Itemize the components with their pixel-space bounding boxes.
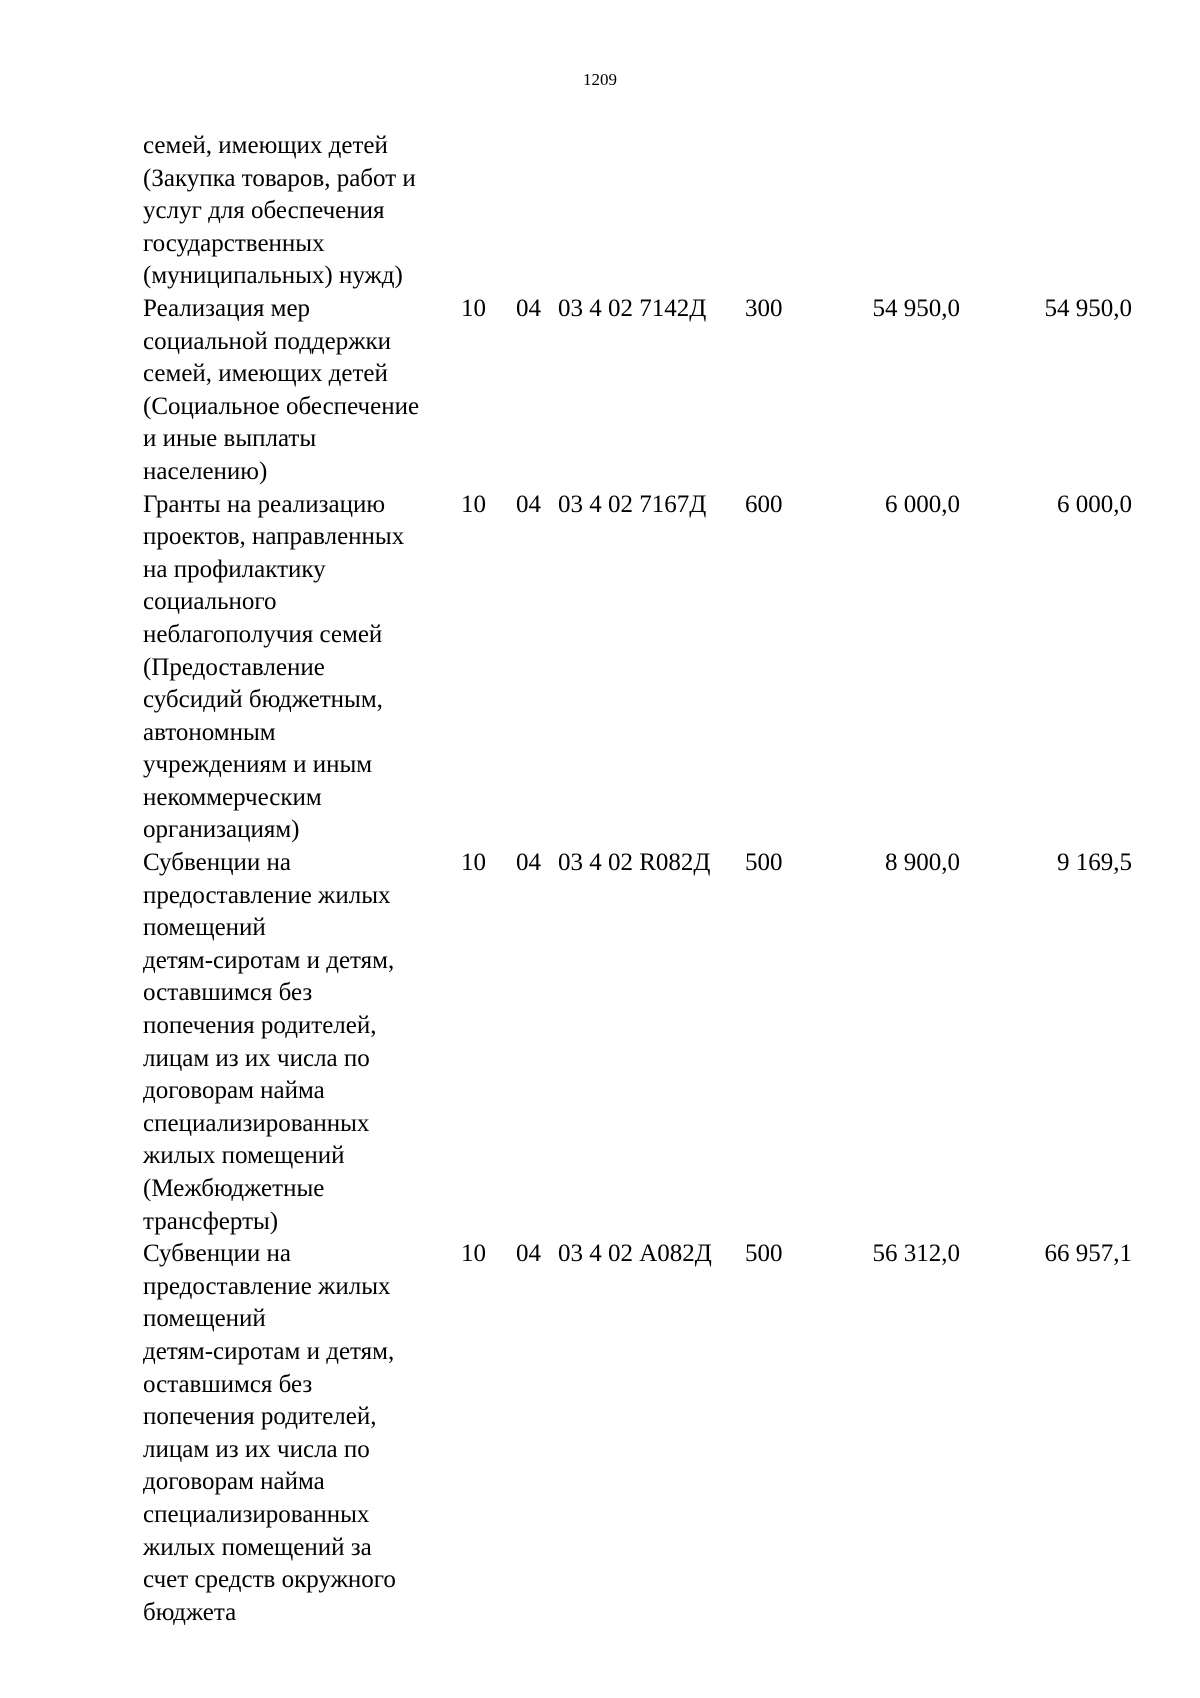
table-row-continuation <box>0 130 1200 293</box>
amount-year-1: 54 950,0 <box>872 294 960 322</box>
section-code: 04 <box>516 490 541 518</box>
amount-year-2: 6 000,0 <box>1057 490 1132 518</box>
expense-type-code: 500 <box>745 1240 783 1268</box>
expense-type-code: 600 <box>745 490 783 518</box>
expense-type-code: 300 <box>745 294 783 322</box>
expense-type-code: 500 <box>745 849 783 877</box>
amount-year-2: 54 950,0 <box>1044 294 1132 322</box>
amount-year-1: 56 312,0 <box>872 1240 960 1268</box>
row-description: Субвенции на предоставление жилых помещений детям-сиротам и детям, оставшимся без попечения родителей, лицам из их числа по договорам найма специализированных жилых помещений за счет средств окружного бюджета <box>143 1240 396 1626</box>
amount-year-2: 9 169,5 <box>1057 849 1132 877</box>
target-article-code: 03 4 02 А082Д <box>558 1240 712 1268</box>
target-article-code: 03 4 02 7167Д <box>558 490 707 518</box>
ved-code: 10 <box>461 294 486 322</box>
ved-code: 10 <box>461 1240 486 1268</box>
amount-year-2: 66 957,1 <box>1044 1240 1132 1268</box>
table-row <box>0 847 1200 1238</box>
ved-code: 10 <box>461 490 486 518</box>
row-description: Реализация мер социальной поддержки семей, имеющих детей (Социальное обеспечение и иные выплаты населению) <box>143 294 420 485</box>
budget-table <box>0 130 1200 1629</box>
table-row <box>0 293 1200 489</box>
row-description: Гранты на реализацию проектов, направленных на профилактику социального неблагополучия семей (Предоставление субсидий бюджетным, автономным учреждениям и иным некоммерческим организациям) <box>143 490 405 844</box>
section-code: 04 <box>516 1240 541 1268</box>
ved-code: 10 <box>461 849 486 877</box>
row-description: Субвенции на предоставление жилых помещений детям-сиротам и детям, оставшимся без попечения родителей, лицам из их числа по договорам найма специализированных жилых помещений (Межбюджетные трансферты) <box>143 849 395 1235</box>
row-description: семей, имеющих детей (Закупка товаров, работ и услуг для обеспечения государственных (муниципальных) нужд) <box>143 132 416 290</box>
page-number: 1209 <box>583 70 617 89</box>
amount-year-1: 8 900,0 <box>885 849 960 877</box>
table-row <box>0 1238 1200 1629</box>
target-article-code: 03 4 02 7142Д <box>558 294 707 322</box>
amount-year-1: 6 000,0 <box>885 490 960 518</box>
section-code: 04 <box>516 294 541 322</box>
section-code: 04 <box>516 849 541 877</box>
table-row <box>0 489 1200 848</box>
target-article-code: 03 4 02 R082Д <box>558 849 711 877</box>
